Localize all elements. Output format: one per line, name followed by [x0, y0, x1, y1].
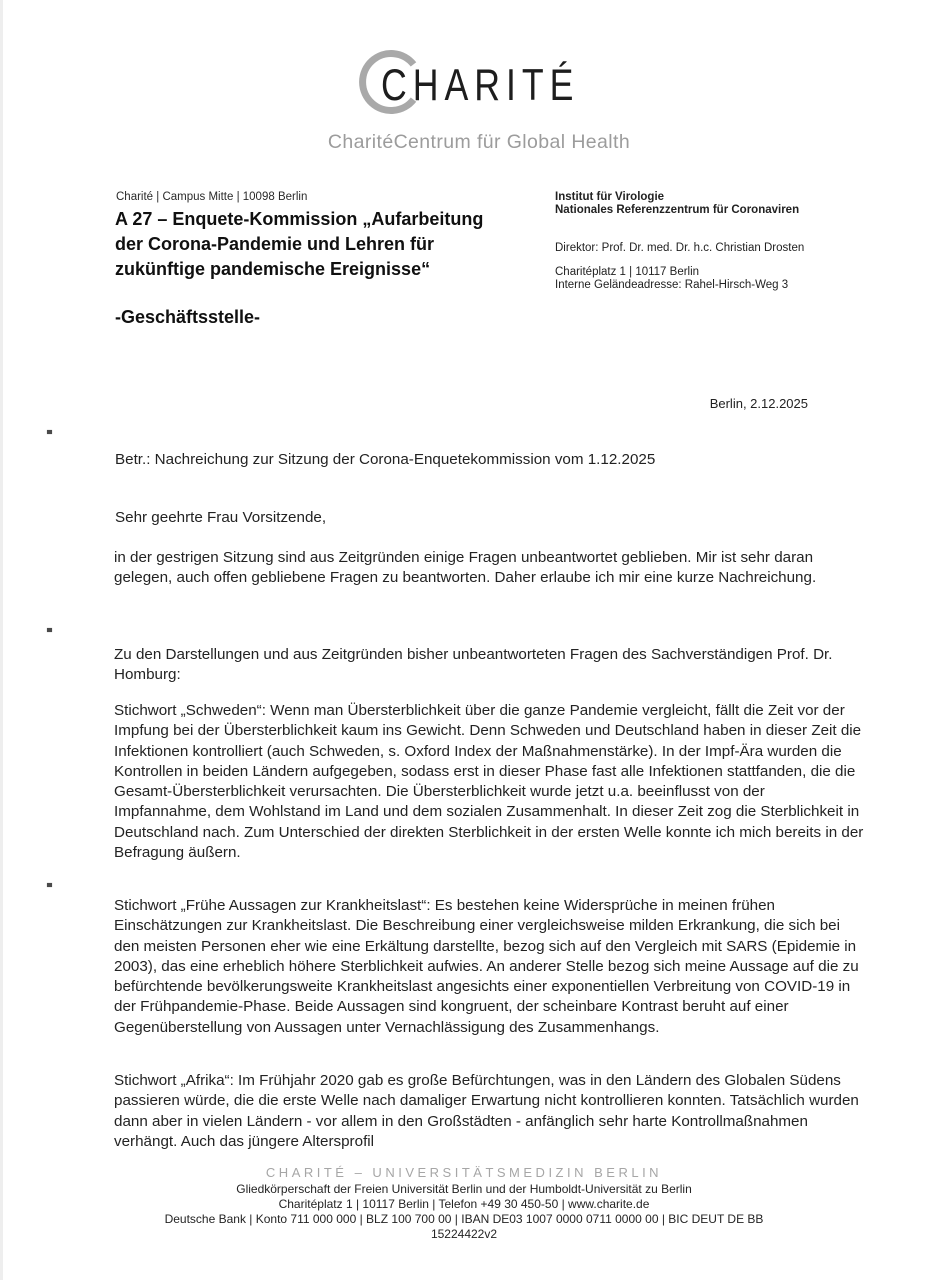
scan-edge-shadow — [0, 0, 3, 1280]
footer-contact-line: Charitéplatz 1 | 10117 Berlin | Telefon +49 30 450-50 | www.charite.de — [278, 1197, 650, 1211]
footer-org-line: CHARITÉ – UNIVERSITÄTSMEDIZIN BERLIN — [265, 1165, 663, 1180]
footer-membership-line: Gliedkörperschaft der Freien Universität Berlin und der Humboldt-Universität zu Berlin — [236, 1182, 692, 1196]
institute-name: Institut für Virologie — [555, 191, 665, 203]
dateline: Berlin, 2.12.2025 — [709, 396, 808, 411]
letter-paragraph: Zu den Darstellungen und aus Zeitgründen bisher unbeantworteten Fragen des Sachverständigen Prof. Dr. Homburg: — [114, 646, 833, 684]
logo-subtitle: CharitéCentrum für Global Health — [327, 131, 631, 153]
institute-reference-center: Nationales Referenzzentrum für Coronaviren — [555, 204, 800, 216]
letter-paragraph: Stichwort „Schweden“: Wenn man Übersterblichkeit über die ganze Pandemie vergleicht, fällt die Zeit vor der Impfung bei der Übersterblichkeit kaum ins Gewicht. Denn Schweden und Deutschland haben in dieser Zeit die Infektionen kontrolliert (auch Schweden, s. Oxford Index der Maßnahmenstärke). In der Impf-Ära wurden die Kontrollen in beiden Ländern aufgegeben, sodass erst in dieser Phase fast alle Infektionen stattfanden, die die Gesamt-Übersterblichkeit verursachten. Die Übersterblichkeit wurde jetzt u.a. beeinflusst von der Impfannahme, dem Wohlstand im Land und dem sozialen Zusammenhalt. In dieser Zeit zog die Sterblichkeit in Deutschland nach. Zum Unterschied der direkten Sterblichkeit in der ersten Welle konnte ich mich bereits in der Befragung äußern. — [114, 702, 864, 862]
letter-paragraph: in der gestrigen Sitzung sind aus Zeitgründen einige Fragen unbeantwortet geblieben. Mir ist sehr daran gelegen, auch offen gebliebene Fragen zu beantworten. Daher erlaube ich mir eine kurze Nachreichung. — [114, 549, 817, 587]
letter-paragraph: Stichwort „Afrika“: Im Frühjahr 2020 gab es große Befürchtungen, was in den Ländern des Globalen Südens passieren würde, die die erste Welle nach damaliger Erwartung nicht kontrollieren konnten. Tatsächlich wurden dann aber in vielen Ländern - vor allem in den Großstädten - anfänglich sehr harte Kontrollmaßnahmen verhängt. Auch das jüngere Altersprofil — [114, 1072, 859, 1150]
fold-mark — [47, 628, 52, 632]
institute-address: Charitéplatz 1 | 10117 Berlin — [555, 266, 700, 278]
institute-director: Direktor: Prof. Dr. med. Dr. h.c. Christian Drosten — [555, 242, 805, 254]
footer-bank-line: Deutsche Bank | Konto 711 000 000 | BLZ 100 700 00 | IBAN DE03 1007 0000 0711 0000 00 | BIC DEUT DE BB — [164, 1212, 764, 1226]
office-label: -Geschäftsstelle- — [115, 307, 261, 327]
fold-mark — [47, 883, 52, 887]
subject-line: Betr.: Nachreichung zur Sitzung der Corona-Enquetekommission vom 1.12.2025 — [115, 451, 656, 468]
commission-title: A 27 – Enquete-Kommission „Aufarbeitung der Corona-Pandemie und Lehren für zukünftige pandemische Ereignisse“ — [115, 209, 484, 279]
footer-document-id: 15224422v2 — [430, 1227, 498, 1241]
salutation: Sehr geehrte Frau Vorsitzende, — [115, 509, 327, 526]
letter-paragraph: Stichwort „Frühe Aussagen zur Krankheitslast“: Es bestehen keine Widersprüche in meinen frühen Einschätzungen zur Krankheitslast. Die Beschreibung einer vergleichsweise milden Erkrankung, die sich bei den meisten Personen eher wie eine Erkältung darstellte, bezog sich auf den Vergleich mit SARS (Epidemie in 2003), das eine erheblich höhere Sterblichkeit aufwies. An anderer Stelle bezog sich meine Aussage auf die zu befürchtende bevölkerungsweite Krankheitslast angesichts einer exponentiellen Verbreitung von COVID-19 in der Frühpandemie-Phase. Beide Aussagen sind kongruent, der scheinbare Kontrast beruht auf einer Gegenüberstellung von Aussagen unter Vernachlässigung des Zusammenhangs. — [114, 897, 859, 1036]
institute-internal-address: Interne Geländeadresse: Rahel-Hirsch-Weg 3 — [555, 279, 789, 291]
return-address-line: Charité | Campus Mitte | 10098 Berlin — [116, 191, 308, 203]
fold-mark — [47, 430, 52, 434]
charite-logo-wordmark: CHARITÉ — [381, 60, 580, 110]
